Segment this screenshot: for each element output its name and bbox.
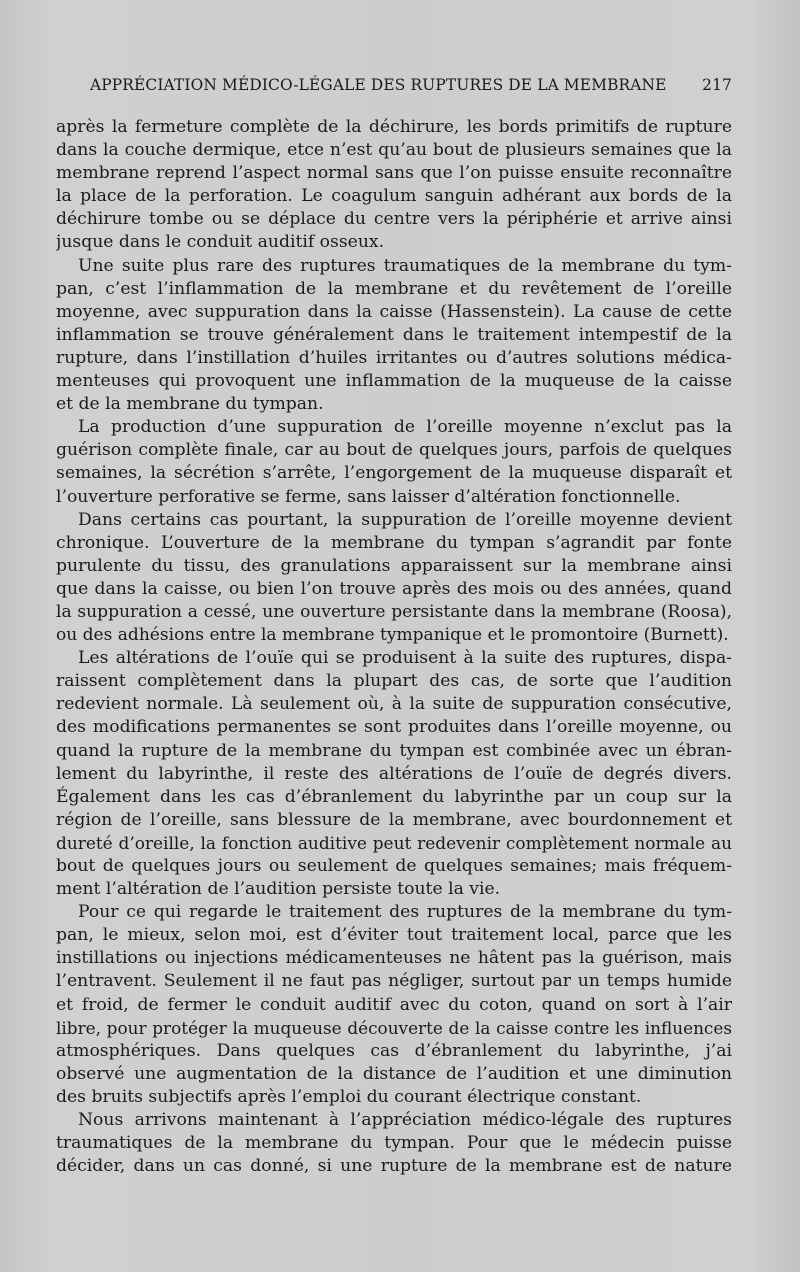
body-text	[56, 116, 732, 1178]
text-line: l’entravent. Seulement il ne faut pas négliger, surtout par un temps humide	[56, 971, 732, 992]
text-line: purulente du tissu, des granulations apparaissent sur la membrane ainsi	[56, 555, 732, 576]
text-line: et froid, de fermer le conduit auditif avec du coton, quand on sort à l’air	[56, 994, 732, 1015]
text-line: pan, c’est l’inflammation de la membrane et du revêtement de l’oreille	[56, 278, 732, 299]
text-line: La production d’une suppuration de l’oreille moyenne n’exclut pas la	[78, 417, 732, 438]
text-line: Une suite plus rare des ruptures traumatiques de la membrane du tym-	[78, 255, 732, 276]
text-line: atmosphériques. Dans quelques cas d’ébranlement du labyrinthe, j’ai	[56, 1040, 732, 1061]
text-line: la place de la perforation. Le coagulum sanguin adhérant aux bords de la	[56, 186, 732, 207]
running-title: APPRÉCIATION MÉDICO-LÉGALE DES RUPTURES DE LA MEMBRANE	[90, 76, 667, 94]
text-line: semaines, la sécrétion s’arrête, l’engorgement de la muqueuse disparaît et	[56, 463, 732, 484]
text-line: des modifications permanentes se sont produites dans l’oreille moyenne, ou	[56, 717, 732, 738]
text-line: menteuses qui provoquent une inflammation de la muqueuse de la caisse	[56, 371, 732, 392]
text-line: déchirure tombe ou se déplace du centre vers la périphérie et arrive ainsi	[56, 209, 732, 230]
text-line: dureté d’oreille, la fonction auditive peut redevenir complètement normale au	[56, 832, 732, 853]
text-line: l’ouverture perforative se ferme, sans laisser d’altération fonctionnelle.	[56, 486, 681, 507]
text-line: raissent complètement dans la plupart des cas, de sorte que l’audition	[56, 671, 732, 692]
text-line: jusque dans le conduit auditif osseux.	[56, 232, 385, 253]
text-line: après la fermeture complète de la déchirure, les bords primitifs de rupture	[56, 117, 732, 137]
text-line: membrane reprend l’aspect normal sans que l’on puisse ensuite reconnaître	[56, 163, 732, 184]
text-line: guérison complète finale, car au bout de quelques jours, parfois de quelques	[56, 440, 732, 461]
text-line: dans la couche dermique, etce n’est qu’au bout de plusieurs semaines que la	[56, 140, 732, 161]
text-line: la suppuration a cessé, une ouverture persistante dans la membrane (Roosa),	[56, 601, 732, 622]
text-line: Dans certains cas pourtant, la suppuration de l’oreille moyenne devient	[78, 509, 732, 530]
text-line: instillations ou injections médicamenteuses ne hâtent pas la guérison, mais	[56, 948, 732, 969]
page-number: 217	[702, 76, 732, 94]
text-line: observé une augmentation de la distance de l’audition et une diminution	[56, 1063, 732, 1084]
text-line: et de la membrane du tympan.	[56, 394, 324, 415]
running-head	[54, 76, 732, 100]
text-line: lement du labyrinthe, il reste des altérations de l’ouïe de degrés divers.	[56, 763, 732, 784]
text-line: Pour ce qui regarde le traitement des ruptures de la membrane du tym-	[78, 902, 732, 923]
text-line: pan, le mieux, selon moi, est d’éviter tout traitement local, parce que les	[56, 925, 732, 946]
text-line: redevient normale. Là seulement où, à la suite de suppuration consécutive,	[56, 694, 732, 715]
text-line: ment l’altération de l’audition persiste toute la vie.	[56, 879, 501, 900]
text-line: inflammation se trouve généralement dans le traitement intempestif de la	[56, 324, 732, 345]
text-line: Nous arrivons maintenant à l’appréciation médico-légale des ruptures	[78, 1110, 732, 1131]
text-line: traumatiques de la membrane du tympan. Pour que le médecin puisse	[56, 1133, 732, 1154]
text-line: que dans la caisse, ou bien l’on trouve après des mois ou des années, quand	[56, 578, 732, 599]
text-line: moyenne, avec suppuration dans la caisse (Hassenstein). La cause de cette	[56, 301, 732, 322]
text-line: libre, pour protéger la muqueuse découverte de la caisse contre les influences	[56, 1017, 732, 1038]
text-line: quand la rupture de la membrane du tympan est combinée avec un ébran-	[56, 740, 732, 761]
text-line: Également dans les cas d’ébranlement du labyrinthe par un coup sur la	[56, 786, 732, 807]
text-line: ou des adhésions entre la membrane tympanique et le promontoire (Burnett).	[56, 625, 729, 646]
text-line: bout de quelques jours ou seulement de quelques semaines; mais fréquem-	[56, 856, 732, 876]
text-line: des bruits subjectifs après l’emploi du courant électrique constant.	[56, 1086, 642, 1107]
text-line: chronique. L’ouverture de la membrane du tympan s’agrandit par fonte	[56, 532, 732, 553]
text-line: rupture, dans l’instillation d’huiles irritantes ou d’autres solutions médica-	[56, 347, 732, 368]
text-line: Les altérations de l’ouïe qui se produisent à la suite des ruptures, dispa-	[78, 648, 732, 669]
text-line: région de l’oreille, sans blessure de la membrane, avec bourdonnement et	[56, 809, 732, 830]
text-line: décider, dans un cas donné, si une rupture de la membrane est de nature	[56, 1156, 732, 1177]
